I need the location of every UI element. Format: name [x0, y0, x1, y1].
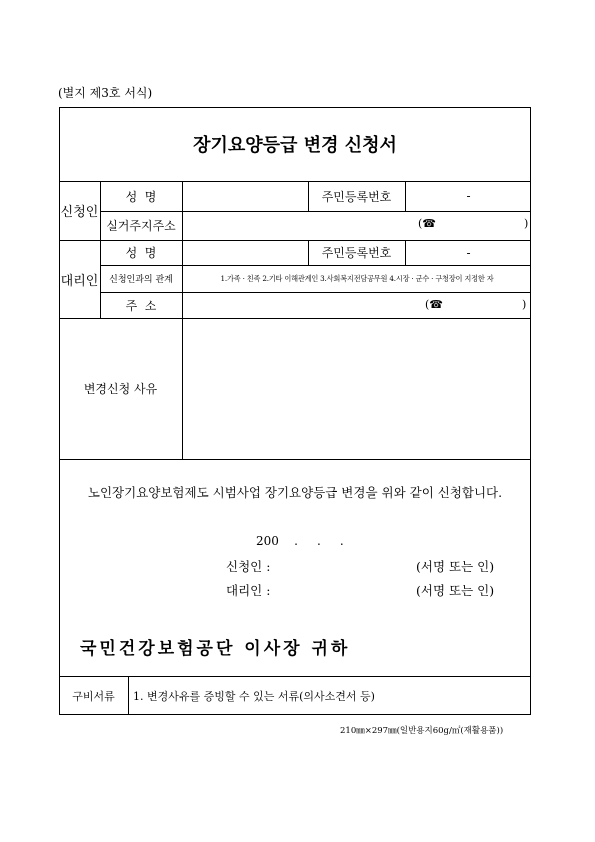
agent-signature-label: 대리인 :: [226, 583, 271, 598]
form-title: 장기요양등급 변경 신청서: [193, 135, 397, 156]
section-divider: [59, 459, 531, 460]
agent-phone-close: ): [522, 298, 527, 311]
agent-id-label: 주민등록번호: [321, 246, 392, 260]
agent-id-field[interactable]: -: [466, 245, 471, 260]
agent-signature-hint[interactable]: (서명 또는 인): [416, 583, 495, 598]
applicant-id-label: 주민등록번호: [321, 189, 392, 204]
reason-label: 변경신청 사유: [83, 382, 158, 396]
applicant-signature-label: 신청인 :: [226, 559, 271, 574]
agent-address-label: 주 소: [125, 298, 157, 313]
addressee: 국민건강보험공단 이사장 귀하: [80, 638, 351, 659]
agent-relation-label: 신청인과의 관계: [109, 275, 173, 285]
agent-address-field[interactable]: [183, 293, 530, 317]
applicant-address-label: 실거주지주소: [106, 219, 176, 233]
agent-phone-open: (☎: [425, 298, 443, 311]
agent-section-label: 대리인: [60, 273, 99, 289]
agent-name-label: 성 명: [125, 246, 157, 260]
applicant-section-label: 신청인: [60, 205, 99, 220]
applicant-address-field[interactable]: [183, 212, 530, 239]
applicant-signature-hint[interactable]: (서명 또는 인): [416, 559, 495, 574]
required-documents-label: 구비서류: [72, 689, 115, 703]
applicant-phone-close: ): [524, 217, 529, 230]
required-documents-item: 1. 변경사유를 증빙할 수 있는 서류(의사소견서 등): [133, 689, 375, 703]
applicant-phone-open: (☎: [418, 217, 436, 230]
applicant-name-label: 성 명: [125, 189, 157, 204]
agent-relation-options[interactable]: 1.가족 · 친족 2.기타 이해관계인 3.사회복지전담공무원 4.시장 · 군수 · 구청장이 지정한 자: [220, 273, 494, 283]
agent-name-field[interactable]: [183, 241, 307, 264]
paper-spec-footer: 210㎜×297㎜(일반용지60g/㎡(재활용품)): [340, 726, 504, 736]
column-divider: [128, 676, 129, 715]
applicant-id-field[interactable]: -: [466, 189, 471, 203]
declaration-statement: 노인장기요양보험제도 시범사업 장기요양등급 변경을 위와 같이 신청합니다.: [87, 485, 503, 500]
application-date[interactable]: 200 . . .: [256, 534, 344, 548]
reason-field[interactable]: [183, 319, 530, 458]
applicant-name-field[interactable]: [183, 182, 307, 210]
form-number-label: (별지 제3호 서식): [58, 86, 153, 100]
